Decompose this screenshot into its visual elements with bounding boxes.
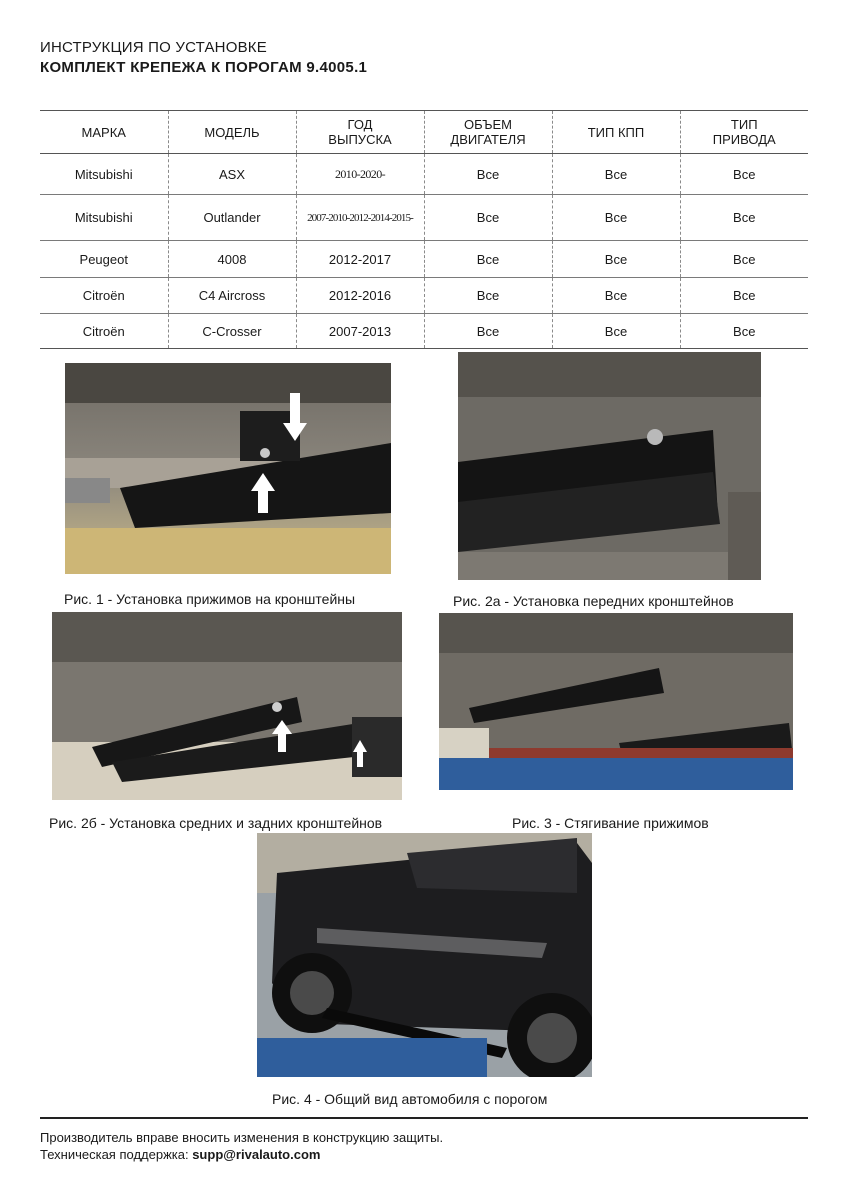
caption-fig2a: Рис. 2а - Установка передних кронштейнов [453,593,734,609]
cell-year: 2012-2016 [296,278,424,314]
table-row [40,241,808,278]
table-row [40,154,808,195]
caption-fig4: Рис. 4 - Общий вид автомобиля с порогом [272,1091,548,1107]
cell-gearbox: Все [552,314,680,349]
cell-model: C4 Aircross [168,278,296,314]
kit-title: КОМПЛЕКТ КРЕПЕЖА К ПОРОГАМ 9.4005.1 [40,59,368,76]
compatibility-table [40,110,808,349]
cell-drive: Все [680,314,808,349]
cell-drive: Все [680,241,808,278]
cell-brand: Citroën [40,314,168,349]
table-row [40,195,808,241]
table-row [40,314,808,349]
cell-model: Outlander [168,195,296,241]
cell-model: C-Crosser [168,314,296,349]
header-gearbox: ТИП КПП [552,111,680,154]
footer-support [40,1147,320,1162]
footer-disclaimer: Производитель вправе вносить изменения в конструкцию защиты. [40,1130,444,1145]
caption-fig3: Рис. 3 - Стягивание прижимов [512,815,709,831]
cell-drive: Все [680,195,808,241]
cell-engine: Все [424,195,552,241]
photo-tightening-clamps [439,613,793,790]
footer-divider [40,1117,808,1119]
cell-model: 4008 [168,241,296,278]
support-label: Техническая поддержка: [40,1147,193,1162]
cell-year: 2012-2017 [296,241,424,278]
cell-year: 2007-2010-2012-2014-2015- [296,195,424,241]
table-row [40,278,808,314]
document-title: ИНСТРУКЦИЯ ПО УСТАНОВКЕ [40,39,267,56]
cell-brand: Peugeot [40,241,168,278]
table-header-row [40,111,808,154]
caption-fig2b: Рис. 2б - Установка средних и задних кронштейнов [49,815,383,831]
cell-year: 2007-2013 [296,314,424,349]
photo-middle-rear-brackets [52,612,402,800]
cell-engine: Все [424,241,552,278]
header-model: МОДЕЛЬ [168,111,296,154]
photo-front-brackets [458,352,761,580]
cell-engine: Все [424,314,552,349]
cell-brand: Mitsubishi [40,154,168,195]
photo-car-overview [257,833,592,1077]
cell-drive: Все [680,278,808,314]
header-engine: ОБЪЕМ ДВИГАТЕЛЯ [424,111,552,154]
cell-year: 2010-2020- [296,154,424,195]
cell-drive: Все [680,154,808,195]
cell-engine: Все [424,278,552,314]
cell-brand: Citroën [40,278,168,314]
caption-fig1: Рис. 1 - Установка прижимов на кронштейны [64,591,356,607]
cell-gearbox: Все [552,278,680,314]
header-drive: ТИП ПРИВОДА [680,111,808,154]
cell-model: ASX [168,154,296,195]
support-email[interactable]: supp@rivalauto.com [192,1147,321,1162]
cell-gearbox: Все [552,195,680,241]
cell-engine: Все [424,154,552,195]
header-year: ГОД ВЫПУСКА [296,111,424,154]
cell-brand: Mitsubishi [40,195,168,241]
photo-clamp-install [65,363,391,574]
header-brand: МАРКА [40,111,168,154]
cell-gearbox: Все [552,154,680,195]
cell-gearbox: Все [552,241,680,278]
